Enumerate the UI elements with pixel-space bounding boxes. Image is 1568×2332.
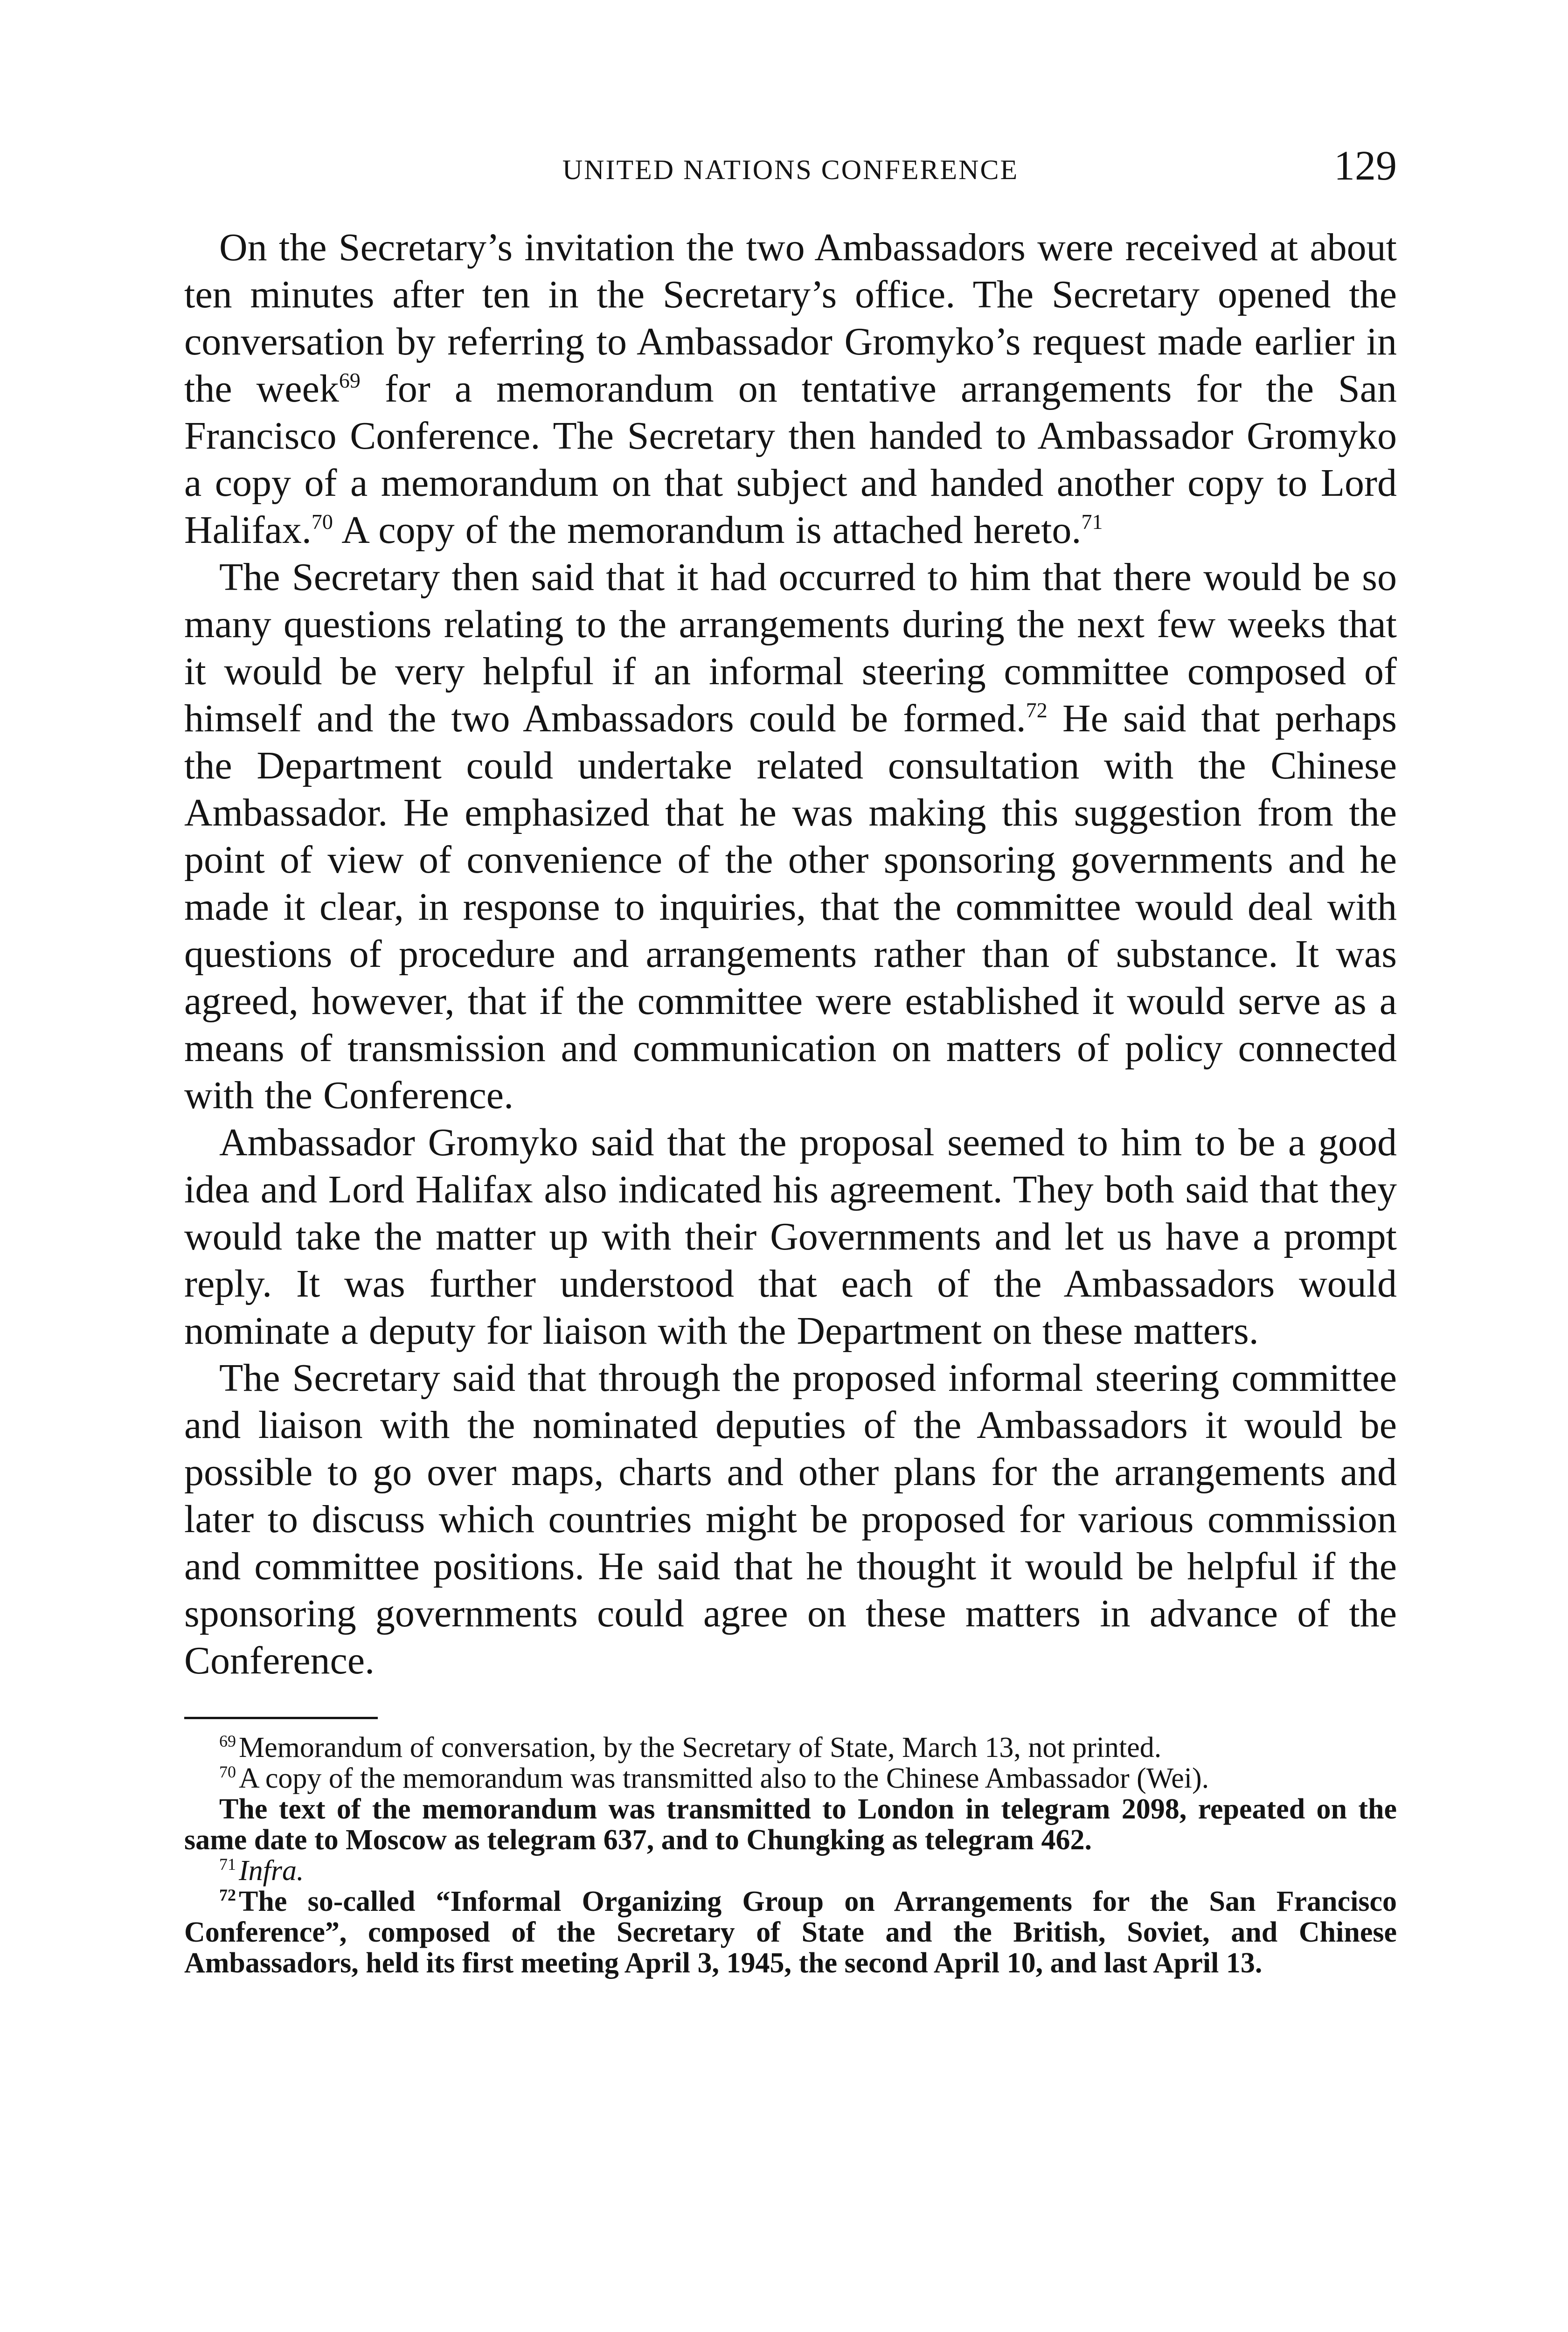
footnote-reference: 69 bbox=[339, 368, 361, 392]
paragraph-text: A copy of the memorandum is attached hereto. bbox=[333, 508, 1082, 552]
running-title: UNITED NATIONS CONFERENCE bbox=[562, 154, 1019, 185]
paragraph-text: for a memorandum on tentative arrangements for the San Francisco Conference. The Secretary then handed to Ambassador Gromyko a copy of a memorandum on that subject and handed another copy to Lord Halifax. bbox=[184, 367, 1397, 552]
footnote-70 bbox=[184, 1763, 1397, 1794]
footnote-69 bbox=[184, 1732, 1397, 1763]
running-head bbox=[184, 140, 1397, 196]
footnote-text: Memorandum of conversation, by the Secretary of State, March 13, not printed. bbox=[239, 1732, 1162, 1763]
paragraph-4: The Secretary said that through the proposed informal steering committee and liaison with the nominated deputies of the Ambassadors it would be possible to go over maps, charts and other plans for the arrangements and later to discuss which countries might be proposed for various commission and committee positions. He said that he thought it would be helpful if the sponsoring governments could agree on these matters in advance of the Conference. bbox=[184, 1356, 1397, 1682]
paragraph-text: On the Secretary’s invitation the two Ambassadors were received at about ten minutes after ten in the Secretary’s office. The Secretary opened the conversation by referring to Ambassador Gromyko’s request made earlier in the week bbox=[184, 226, 1397, 410]
footnote-70-continuation bbox=[184, 1794, 1397, 1855]
footnote-marker: 69 bbox=[219, 1732, 236, 1750]
paragraph-text: He said that perhaps the Department could undertake related consultation with the Chinese Ambassador. He emphasized that he was making this suggestion from the point of view of convenience of the other sponsoring governments and he made it clear, in response to inquiries, that the committee would deal with questions of procedure and arrangements rather than of substance. It was agreed, however, that if the committee were established it would serve as a means of transmission and communication on matters of policy connected with the Conference. bbox=[184, 697, 1397, 1117]
paragraph-3: Ambassador Gromyko said that the proposal seemed to him to be a good idea and Lord Halifax also indicated his agreement. They both said that they would take the matter up with their Governments and let us have a prompt reply. It was further understood that each of the Ambassadors would nominate a deputy for liaison with the Department on these matters. bbox=[184, 1121, 1397, 1353]
paragraph-1 bbox=[184, 224, 1397, 554]
footnote-text: Infra. bbox=[239, 1855, 304, 1887]
footnote-marker: 71 bbox=[219, 1855, 236, 1874]
footnote-text: A copy of the memorandum was transmitted also to the Chinese Ambassador (Wei). bbox=[239, 1763, 1209, 1794]
footnote-reference: 72 bbox=[1026, 698, 1048, 722]
footnote-marker: 72 bbox=[219, 1886, 236, 1904]
page-number: 129 bbox=[1334, 143, 1397, 189]
footnote-text: The so-called “Informal Organizing Group on Arrangements for the San Francisco Conference”, composed of the Secretary of State and the British, Soviet, and Chinese Ambassadors, held its first meeting April 3, 1945, the second April 10, and last April 13. bbox=[184, 1886, 1397, 1979]
footnote-72 bbox=[184, 1886, 1397, 1978]
footnotes bbox=[184, 1732, 1397, 1978]
footnote-reference: 70 bbox=[311, 510, 333, 534]
footnote-reference: 71 bbox=[1081, 510, 1103, 534]
footnote-text: The text of the memorandum was transmitted to London in telegram 2098, repeated on the same date to Moscow as telegram 637, and to Chungking as telegram 462. bbox=[184, 1793, 1397, 1856]
document-page bbox=[184, 140, 1397, 1978]
paragraph-text: The Secretary then said that it had occurred to him that there would be so many questions relating to the arrangements during the next few weeks that it would be very helpful if an informal steering committee composed of himself and the two Ambassadors could be formed. bbox=[184, 555, 1397, 740]
footnote-divider bbox=[184, 1717, 378, 1719]
footnote-71 bbox=[184, 1855, 1397, 1886]
paragraph-2 bbox=[184, 554, 1397, 1119]
body-text bbox=[184, 224, 1397, 1684]
footnote-marker: 70 bbox=[219, 1763, 236, 1781]
